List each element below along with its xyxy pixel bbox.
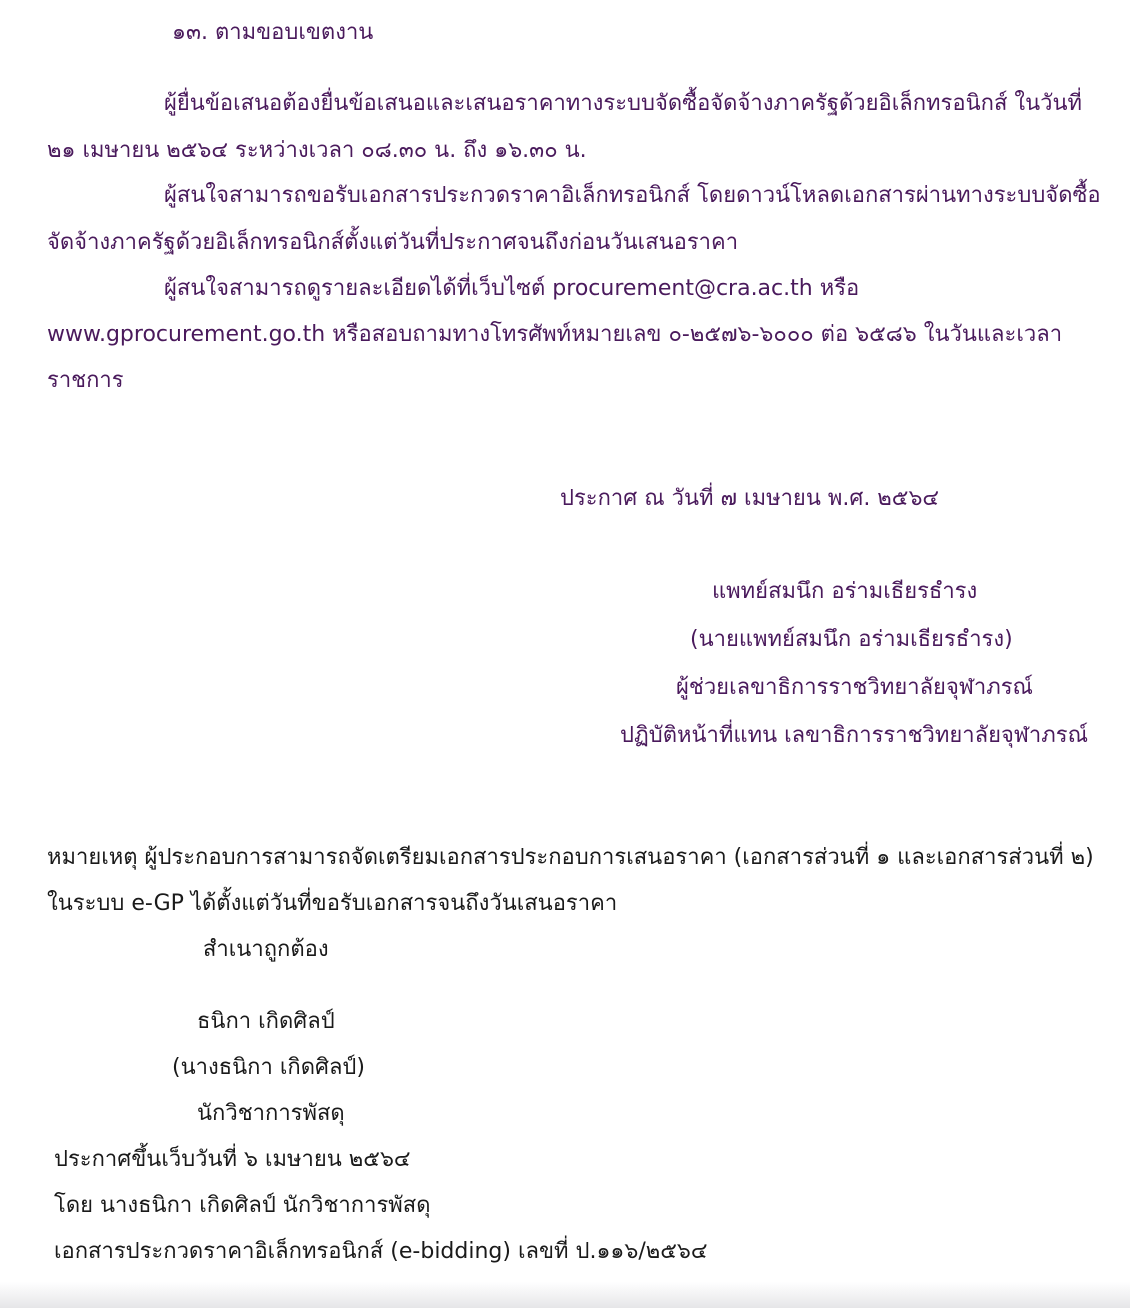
signatory-signature: แพทย์สมนึก อร่ามเธียรธำรง [712,579,978,604]
download-paragraph-line-2: จัดจ้างภาครัฐด้วยอิเล็กทรอนิกส์ตั้งแต่วันที่ประกาศจนถึงก่อนวันเสนอราคา [47,230,739,255]
note-line-1: หมายเหตุ ผู้ประกอบการสามารถจัดเตรียมเอกสารประกอบการเสนอราคา (เอกสารส่วนที่ ๑ และเอกสารส่วนที่ ๒) [47,845,1094,870]
note-line-2: ในระบบ e-GP ได้ตั้งแต่วันที่ขอรับเอกสารจนถึงวันเสนอราคา [47,891,618,916]
signatory-full-name: (นายแพทย์สมนึก อร่ามเธียรธำรง) [690,627,1013,652]
posted-date: ประกาศขึ้นเว็บวันที่ ๖ เมษายน ๒๕๖๔ [54,1147,411,1172]
signatory-acting-position: ปฏิบัติหน้าที่แทน เลขาธิการราชวิทยาลัยจุฬาภรณ์ [620,723,1088,748]
certified-copy-label: สำเนาถูกต้อง [203,937,329,962]
section-heading: ๑๓. ตามขอบเขตงาน [172,20,374,45]
contact-paragraph-line-2: www.gprocurement.go.th หรือสอบถามทางโทรศัพท์หมายเลข ๐-๒๕๗๖-๖๐๐๐ ต่อ ๖๕๘๖ ในวันและเวลา [47,322,1063,347]
page-bottom-edge [0,1282,1130,1308]
download-paragraph-line-1: ผู้สนใจสามารถขอรับเอกสารประกวดราคาอิเล็กทรอนิกส์ โดยดาวน์โหลดเอกสารผ่านทางระบบจัดซื้อ [164,183,1101,208]
copy-signer-position: นักวิชาการพัสดุ [197,1101,345,1126]
copy-signer-full-name: (นางธนิกา เกิดศิลป์) [172,1055,365,1080]
document-number: เอกสารประกวดราคาอิเล็กทรอนิกส์ (e-bidding) เลขที่ ป.๑๑๖/๒๕๖๔ [54,1239,708,1264]
contact-paragraph-line-3: ราชการ [47,368,124,393]
announcement-date: ประกาศ ณ วันที่ ๗ เมษายน พ.ศ. ๒๕๖๔ [560,486,940,511]
submission-paragraph-line-2: ๒๑ เมษายน ๒๕๖๔ ระหว่างเวลา ๐๘.๓๐ น. ถึง ๑๖.๓๐ น. [47,138,587,163]
submission-paragraph-line-1: ผู้ยื่นข้อเสนอต้องยื่นข้อเสนอและเสนอราคาทางระบบจัดซื้อจัดจ้างภาครัฐด้วยอิเล็กทรอนิกส์ ในวันที่ [164,91,1083,116]
signatory-position: ผู้ช่วยเลขาธิการราชวิทยาลัยจุฬาภรณ์ [676,675,1033,700]
copy-signer-signature: ธนิกา เกิดศิลป์ [197,1009,335,1034]
posted-by: โดย นางธนิกา เกิดศิลป์ นักวิชาการพัสดุ [54,1193,431,1218]
contact-paragraph-line-1: ผู้สนใจสามารถดูรายละเอียดได้ที่เว็บไซต์ procurement@cra.ac.th หรือ [164,276,860,301]
